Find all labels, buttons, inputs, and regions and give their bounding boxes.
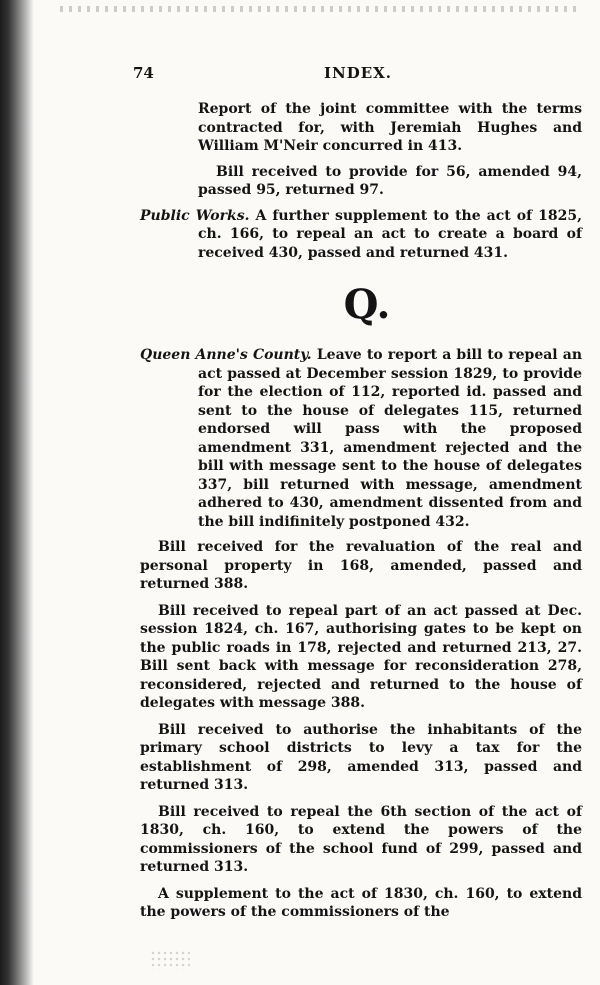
paragraph: A supplement to the act of 1830, ch. 160, to extend the powers of the commissioners of the	[140, 885, 582, 920]
binding-shadow	[0, 0, 34, 985]
running-header	[133, 64, 583, 84]
paragraph: Bill received for the revaluation of the real and personal property in 168, amended, passed and returned 388.	[140, 539, 582, 592]
entry-term: Public Works.	[140, 207, 250, 224]
queen-annes-entry	[140, 346, 582, 531]
paragraph: Bill received to repeal the 6th section of the act of 1830, ch. 160, to extend the powers of the commissioners of the school fund of 299, passed and returned 313.	[140, 803, 582, 875]
entry-text: Leave to report a bill to repeal an act passed at December session 1829, to provide for the election of 112, reported id. passed and sent to the house of delegates 115, returned endorsed will pass with the proposed amendment 331, amendment rejected and the bill with message sent to the house of delegates 337, bill returned with message, amendment adhered to 430, amendment dissented from and the bill indifinitely postponed 432.	[198, 347, 583, 530]
public-works-entry	[140, 207, 582, 263]
print-speckle	[150, 950, 190, 970]
page-number: 74	[133, 64, 154, 82]
report-entry: Report of the joint committee with the terms contracted for, with Jeremiah Hughes and William M'Neir concurred in 413.	[198, 101, 582, 154]
section-letter: Q.	[343, 281, 391, 328]
index-body	[140, 100, 582, 930]
entry-term: Queen Anne's County.	[140, 347, 312, 363]
page-title: INDEX.	[324, 64, 393, 82]
bill-entry: Bill received to provide for 56, amended 94, passed 95, returned 97.	[198, 163, 582, 198]
paragraph: Bill received to repeal part of an act passed at Dec. session 1824, ch. 167, authorising gates to be kept on the public roads in 178, rejected and returned 213, 27. Bill sent back with message for reconsideration 278, reconsidered, rejected and returned to the house of delegates with message 388.	[140, 602, 582, 711]
entry-text: A further supplement to the act of 1825, ch. 166, to repeal an act to create a board of received 430, passed and returned 431.	[198, 207, 583, 261]
page-edge-noise	[60, 6, 580, 12]
paragraph: Bill received to authorise the inhabitants of the primary school districts to levy a tax for the establishment of 298, amended 313, passed and returned 313.	[140, 721, 582, 793]
